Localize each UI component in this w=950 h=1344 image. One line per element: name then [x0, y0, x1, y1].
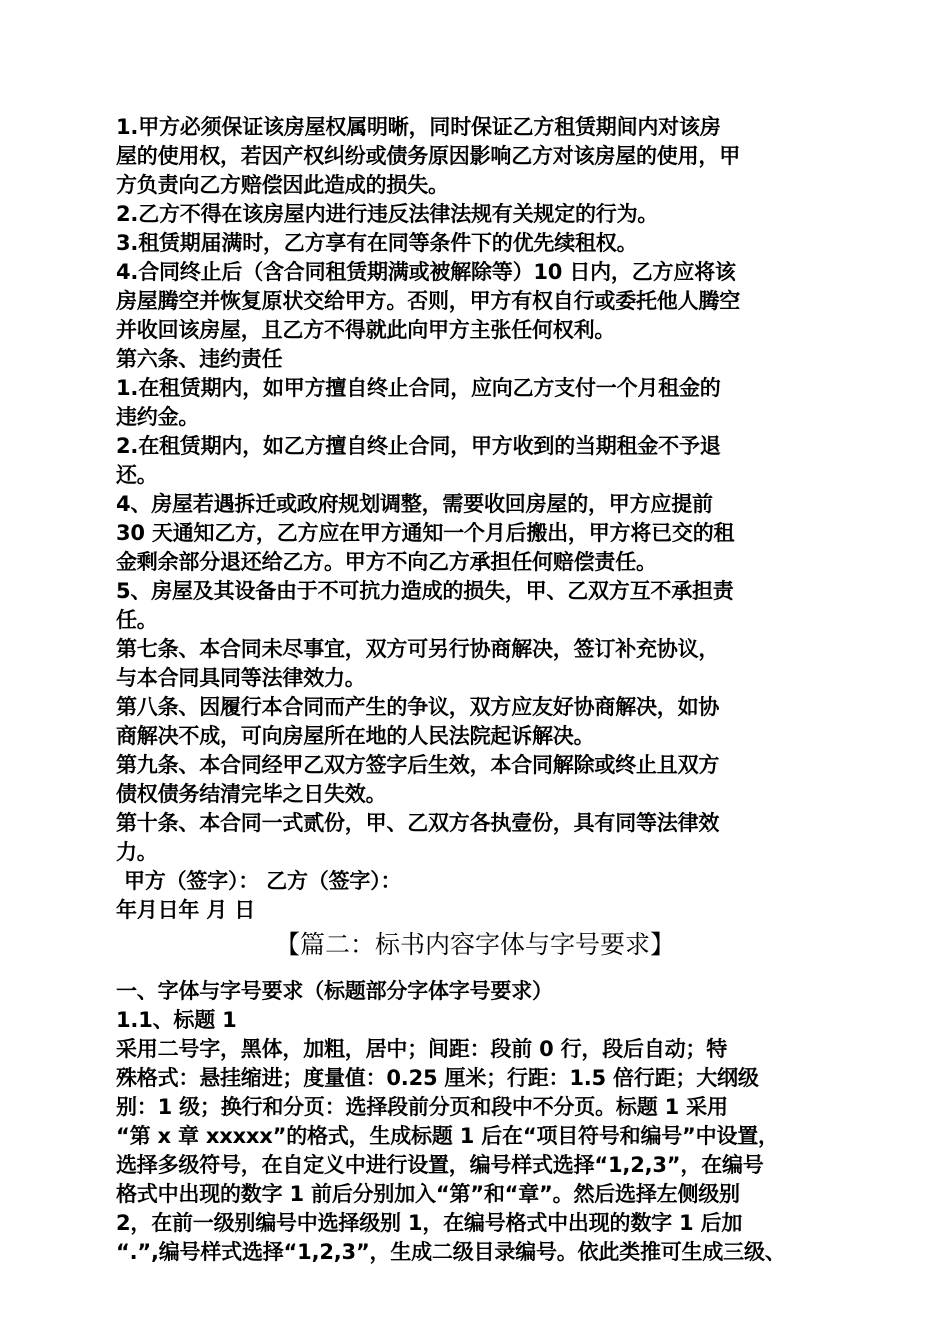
bid-format-requirements: [116, 977, 838, 1267]
text-line: “第 x 章 xxxxx”的格式，生成标题 1 后在“项目符号和编号”中设置，: [116, 1124, 779, 1148]
text-line: 3.租赁期届满时，乙方享有在同等条件下的优先续租权。: [116, 231, 638, 255]
text-line: 屋的使用权，若因产权纠纷或债务原因影响乙方对该房屋的使用，甲: [116, 144, 740, 168]
subsection-heading: 一、字体与字号要求（标题部分字体字号要求）: [116, 979, 553, 1003]
contract-clauses: [116, 113, 838, 925]
text-line: 5、房屋及其设备由于不可抗力造成的损失，甲、乙双方互不承担责: [116, 579, 734, 603]
text-line: 还。: [116, 463, 158, 487]
text-line: 2.在租赁期内，如乙方擅自终止合同，甲方收到的当期租金不予退: [116, 434, 721, 458]
section-title: 【篇二：标书内容字体与字号要求】: [274, 930, 675, 959]
text-line: “.”,编号样式选择“1,2,3”，生成二级目录编号。依此类推可生成三级、: [116, 1240, 786, 1264]
text-line: 第七条、本合同未尽事宜，双方可另行协商解决，签订补充协议，: [116, 637, 720, 661]
text-line: 与本合同具同等法律效力。: [116, 666, 366, 690]
text-line: 采用二号字，黑体，加粗，居中；间距：段前 0 行，段后自动；特: [116, 1037, 728, 1061]
text-line: 别：1 级；换行和分页：选择段前分页和段中不分页。标题 1 采用: [116, 1095, 728, 1119]
text-line: 2.乙方不得在该房屋内进行违反法律法规有关规定的行为。: [116, 202, 659, 226]
signature-line: 甲方（签字）： 乙方（签字）：: [124, 869, 402, 893]
text-line: 1.甲方必须保证该房屋权属明晰，同时保证乙方租赁期间内对该房: [116, 115, 721, 139]
text-line: 任。: [116, 608, 158, 632]
text-line: 第十条、本合同一式贰份，甲、乙双方各执壹份，具有同等法律效: [116, 811, 720, 835]
text-line: 第九条、本合同经甲乙双方签字后生效，本合同解除或终止且双方: [116, 753, 720, 777]
text-line: 30 天通知乙方，乙方应在甲方通知一个月后搬出，甲方将已交的租: [116, 521, 735, 545]
text-line: 金剩余部分退还给乙方。甲方不向乙方承担任何赔偿责任。: [116, 550, 657, 574]
text-line: 选择多级符号，在自定义中进行设置，编号样式选择“1,2,3”，在编号: [116, 1153, 764, 1177]
text-line: 第八条、因履行本合同而产生的争议，双方应友好协商解决，如协: [116, 695, 720, 719]
text-line: 4.合同终止后（含合同租赁期满或被解除等）10 日内，乙方应将该: [116, 260, 736, 284]
text-line: 并收回该房屋，且乙方不得就此向甲方主张任何权利。: [116, 318, 616, 342]
text-line: 商解决不成，可向房屋所在地的人民法院起诉解决。: [116, 724, 595, 748]
text-line: 债权债务结清完毕之日失效。: [116, 782, 387, 806]
text-line: 力。: [116, 840, 158, 864]
text-line: 方负责向乙方赔偿因此造成的损失。: [116, 173, 449, 197]
text-line: 殊格式：悬挂缩进；度量值：0.25 厘米；行距：1.5 倍行距；大纲级: [116, 1066, 759, 1090]
subsection-heading: 1.1、标题 1: [116, 1008, 237, 1032]
section-heading: 第六条、违约责任: [116, 347, 283, 371]
text-line: 2，在前一级别编号中选择级别 1，在编号格式中出现的数字 1 后加: [116, 1211, 743, 1235]
text-line: 1.在租赁期内，如甲方擅自终止合同，应向乙方支付一个月租金的: [116, 376, 721, 400]
text-line: 房屋腾空并恢复原状交给甲方。否则，甲方有权自行或委托他人腾空: [116, 289, 740, 313]
date-line: 年月日年 月 日: [116, 898, 256, 922]
text-line: 4、房屋若遇拆迁或政府规划调整，需要收回房屋的，甲方应提前: [116, 492, 713, 516]
text-line: 格式中出现的数字 1 前后分别加入“第”和“章”。然后选择左侧级别: [116, 1182, 740, 1206]
text-line: 违约金。: [116, 405, 200, 429]
document-body: [116, 113, 838, 1267]
